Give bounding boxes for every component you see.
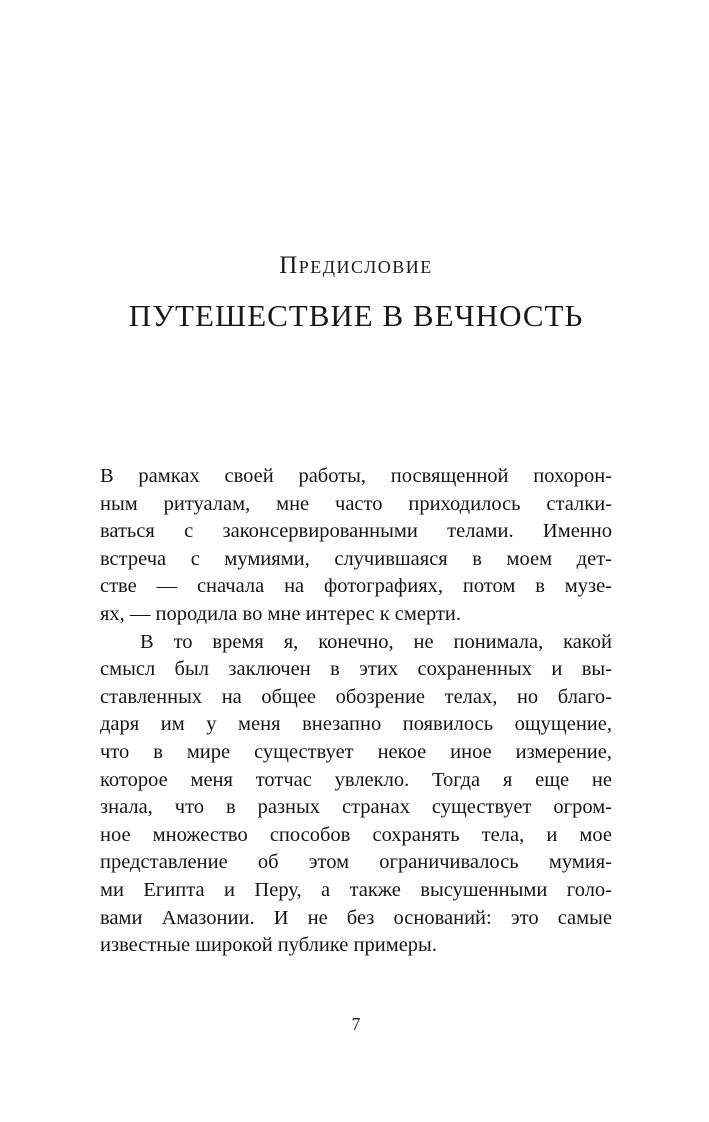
text-line: знала, что в разных странах существует огром-	[100, 796, 612, 819]
text-line: известные широкой публике примеры.	[100, 934, 437, 957]
chapter-title: ПУТЕШЕСТВИЕ В ВЕЧНОСТЬ	[128, 298, 584, 333]
text-line: ми Египта и Перу, а также высушенными голо-	[100, 878, 612, 901]
text-line: В рамках своей работы, посвященной похорон-	[100, 465, 612, 487]
section-kicker: Предисловие	[279, 252, 433, 279]
text-line: встреча с мумиями, случившаяся в моем дет-	[100, 547, 612, 570]
text-line: ное множество способов сохранять тела, и мое	[100, 823, 612, 846]
body-text	[100, 463, 612, 960]
paragraph	[100, 629, 612, 960]
text-line: что в мире существует некое иное измерение,	[100, 740, 612, 763]
text-line: ваться с законсервированными телами. Именно	[100, 520, 612, 543]
text-line: смысл был заключен в этих сохраненных и вы-	[100, 658, 612, 681]
text-line: ным ритуалам, мне часто приходилось сталки-	[100, 492, 612, 515]
text-line: стве — сначала на фотографиях, потом в музе-	[100, 575, 612, 598]
text-line: представление об этом ограничивалось мумия-	[100, 851, 612, 874]
text-line: ях, — породила во мне интерес к смерти.	[100, 602, 461, 625]
paragraph	[100, 463, 612, 629]
text-line: ставленных на общее обозрение телах, но благо-	[100, 685, 612, 708]
text-line: В то время я, конечно, не понимала, какой	[140, 630, 612, 653]
text-line: которое меня тотчас увлекло. Тогда я еще не	[100, 768, 612, 791]
text-line: даря им у меня внезапно появилось ощущение,	[100, 713, 612, 736]
page-number: 7	[351, 1014, 361, 1034]
text-line: вами Амазонии. И не без оснований: это самые	[100, 906, 612, 929]
